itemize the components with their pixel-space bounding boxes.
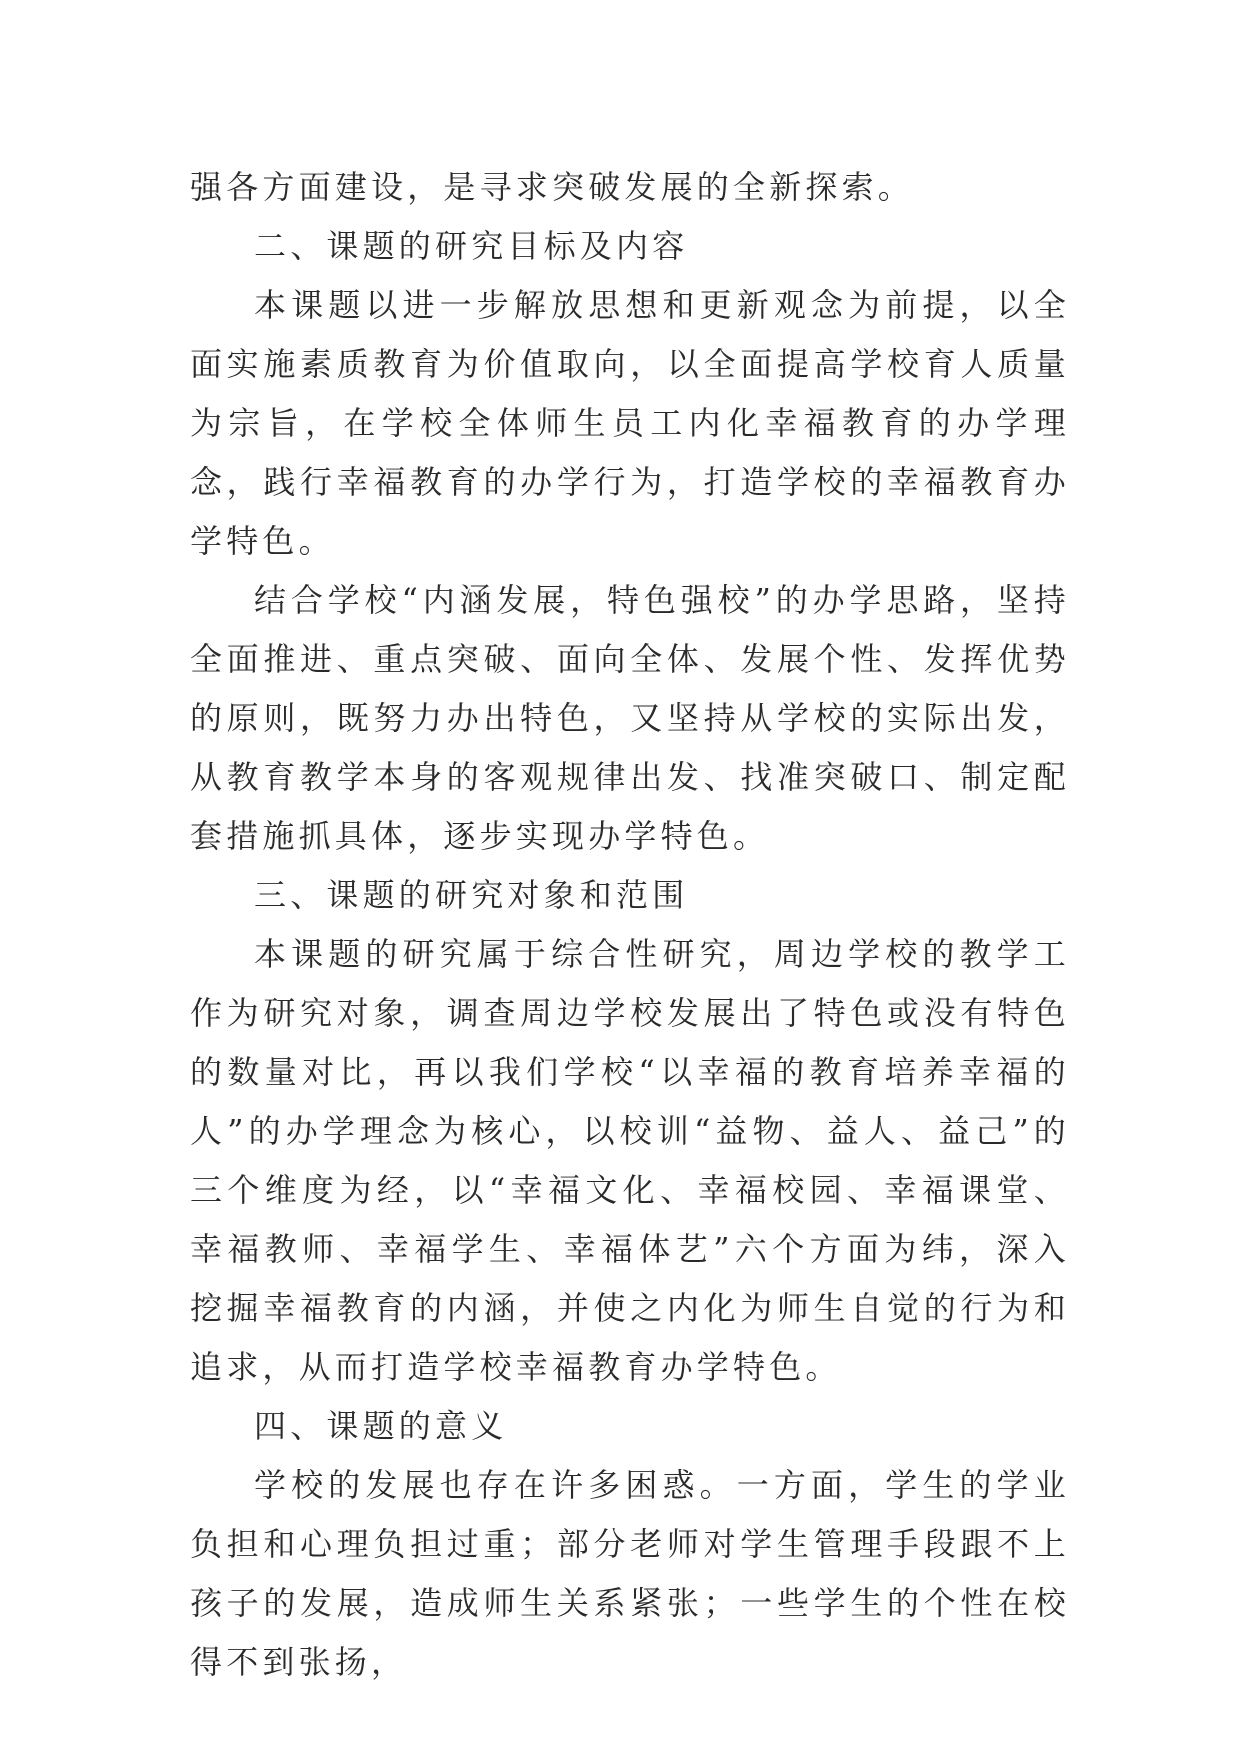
section-heading-4: 四、课题的意义 [254,1407,508,1445]
document-body [190,158,1070,1692]
section-heading-3: 三、课题的研究对象和范围 [254,876,689,914]
paragraph-content: 结合学校“内涵发展，特色强校”的办学思路，坚持全面推进、重点突破、面向全体、发展个性、发挥优势的原则，既努力办出特色，又坚持从学校的实际出发，从教育教学本身的客观规律出发、找准突破口、制定配套措施抓具体，逐步实现办学特色。 [190,581,1070,855]
section-heading-2: 二、课题的研究目标及内容 [254,227,689,265]
paragraph-scope: 本课题的研究属于综合性研究，周边学校的教学工作为研究对象，调查周边学校发展出了特色或没有特色的数量对比，再以我们学校“以幸福的教育培养幸福的人”的办学理念为核心，以校训“益物、益人、益己”的三个维度为经，以“幸福文化、幸福校园、幸福课堂、幸福教师、幸福学生、幸福体艺”六个方面为纬，深入挖掘幸福教育的内涵，并使之内化为师生自觉的行为和追求，从而打造学校幸福教育办学特色。 [190,935,1070,1386]
paragraph-continuation: 强各方面建设，是寻求突破发展的全新探索。 [190,168,915,206]
paragraph-significance: 学校的发展也存在许多困惑。一方面，学生的学业负担和心理负担过重；部分老师对学生管理手段跟不上孩子的发展，造成师生关系紧张；一些学生的个性在校得不到张扬， [190,1466,1070,1681]
paragraph-goal: 本课题以进一步解放思想和更新观念为前提，以全面实施素质教育为价值取向，以全面提高学校育人质量为宗旨，在学校全体师生员工内化幸福教育的办学理念，践行幸福教育的办学行为，打造学校的幸福教育办学特色。 [190,286,1070,560]
